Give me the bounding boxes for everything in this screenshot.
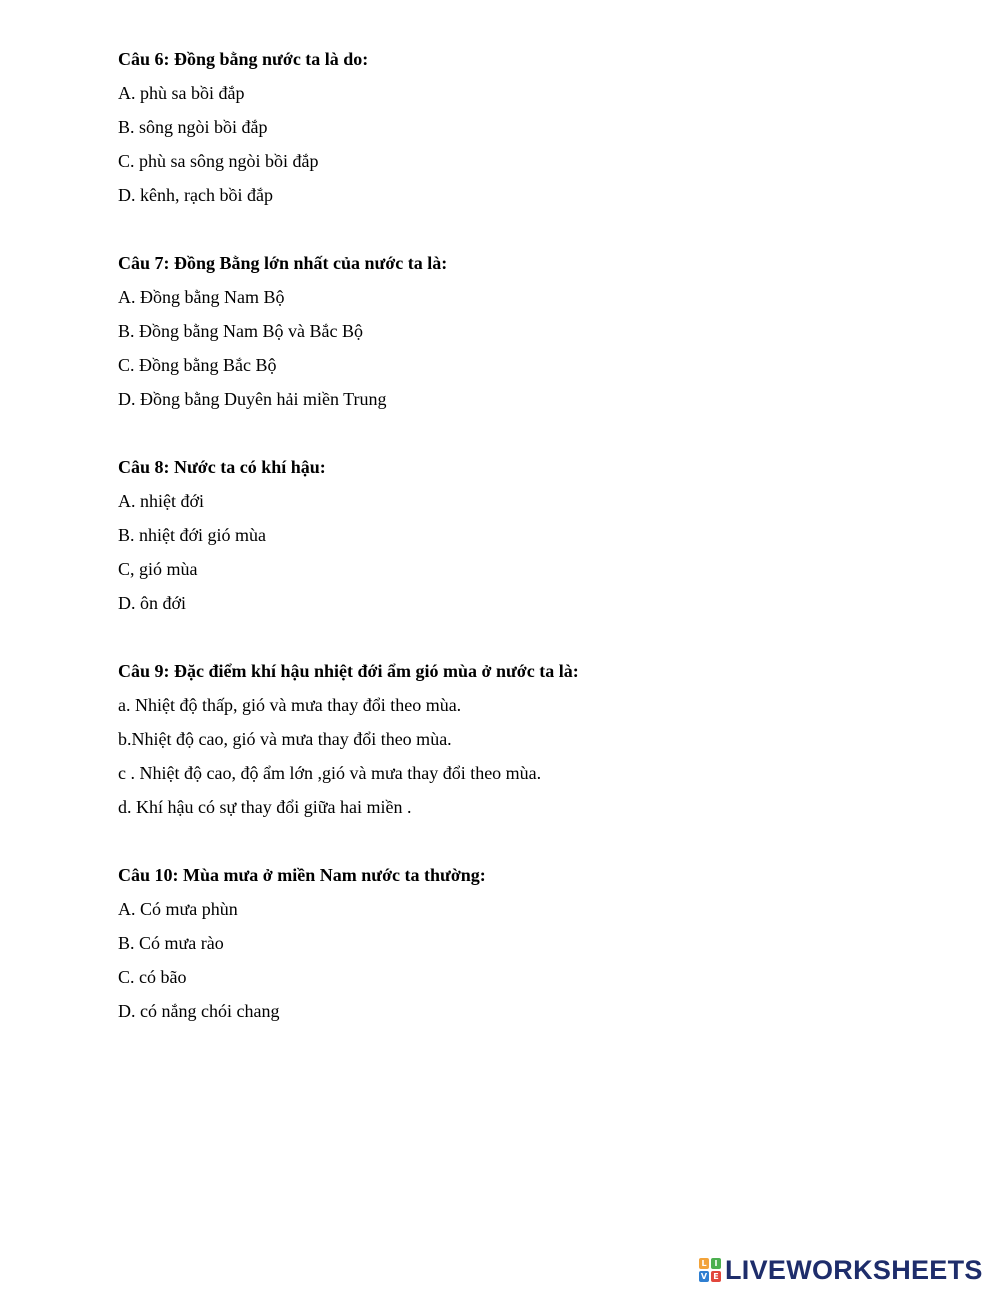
- answer-option-b[interactable]: B. Có mưa rào: [118, 933, 224, 953]
- question-7: [118, 246, 958, 416]
- logo-text: LIVEWORKSHEETS: [725, 1255, 983, 1285]
- answer-option-c[interactable]: C, gió mùa: [118, 559, 198, 579]
- logo-letter-i: I: [711, 1258, 721, 1269]
- answer-option-d[interactable]: D. Đồng bằng Duyên hải miền Trung: [118, 389, 387, 409]
- answer-option-c[interactable]: C. Đồng bằng Bắc Bộ: [118, 355, 277, 375]
- logo-letter-l: L: [699, 1258, 709, 1269]
- answer-option-b[interactable]: B. Đồng bằng Nam Bộ và Bắc Bộ: [118, 321, 363, 341]
- question-title: Câu 9: Đặc điểm khí hậu nhiệt đới ẩm gió mùa ở nước ta là:: [118, 661, 579, 681]
- question-title: Câu 8: Nước ta có khí hậu:: [118, 457, 326, 477]
- answer-option-d[interactable]: d. Khí hậu có sự thay đổi giữa hai miền .: [118, 797, 412, 817]
- answer-option-c[interactable]: C. phù sa sông ngòi bồi đắp: [118, 151, 319, 171]
- answer-option-b[interactable]: B. nhiệt đới gió mùa: [118, 525, 267, 545]
- answer-option-b[interactable]: B. sông ngòi bồi đắp: [118, 117, 268, 137]
- question-title: Câu 7: Đồng Bằng lớn nhất của nước ta là:: [118, 253, 448, 273]
- answer-option-a[interactable]: a. Nhiệt độ thấp, gió và mưa thay đổi theo mùa.: [118, 695, 462, 715]
- answer-option-a[interactable]: A. phù sa bồi đắp: [118, 83, 245, 103]
- liveworksheets-logo-icon: [698, 1257, 722, 1283]
- logo-letter-e: E: [711, 1271, 721, 1282]
- question-6: [118, 42, 958, 212]
- answer-option-d[interactable]: D. có nắng chói chang: [118, 1001, 280, 1021]
- question-10: [118, 858, 958, 1028]
- answer-option-a[interactable]: A. Đồng bằng Nam Bộ: [118, 287, 285, 307]
- liveworksheets-logo[interactable]: [698, 1255, 983, 1285]
- answer-option-b[interactable]: b.Nhiệt độ cao, gió và mưa thay đổi theo mùa.: [118, 729, 452, 749]
- answer-option-a[interactable]: A. Có mưa phùn: [118, 899, 238, 919]
- question-title: Câu 6: Đồng bằng nước ta là do:: [118, 49, 369, 69]
- logo-letter-v: V: [700, 1272, 708, 1281]
- answer-option-c[interactable]: C. có bão: [118, 967, 187, 987]
- worksheet-page: [118, 42, 958, 1062]
- question-title: Câu 10: Mùa mưa ở miền Nam nước ta thường:: [118, 865, 486, 885]
- question-9: [118, 654, 958, 824]
- answer-option-c[interactable]: c . Nhiệt độ cao, độ ẩm lớn ,gió và mưa thay đổi theo mùa.: [118, 763, 542, 783]
- answer-option-d[interactable]: D. kênh, rạch bồi đắp: [118, 185, 273, 205]
- question-8: [118, 450, 958, 620]
- answer-option-a[interactable]: A. nhiệt đới: [118, 491, 205, 511]
- answer-option-d[interactable]: D. ôn đới: [118, 593, 187, 613]
